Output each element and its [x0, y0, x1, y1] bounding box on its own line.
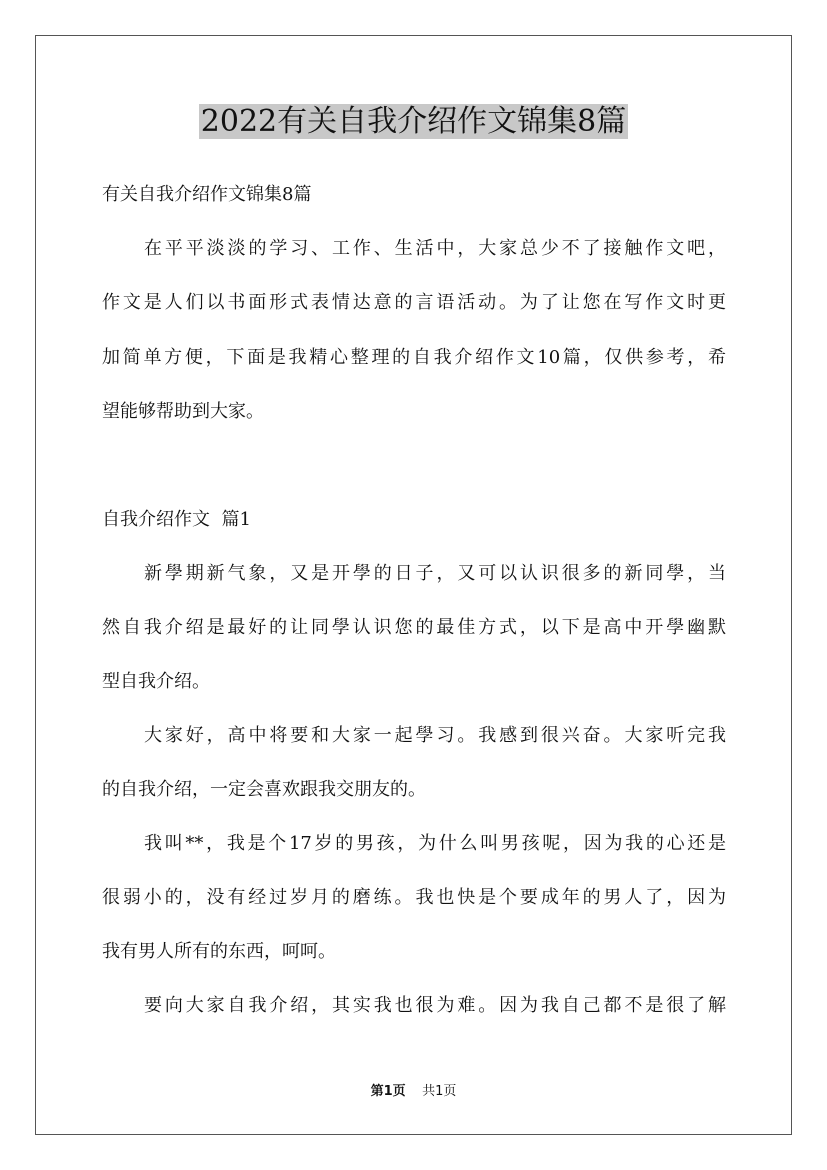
paragraph-line: 我有男人所有的东西，呵呵。: [102, 941, 336, 962]
page-total: 共1页: [422, 1084, 457, 1099]
paragraph-line: 然自我介绍是最好的让同學认识您的最佳方式，以下是高中开學幽默: [102, 617, 726, 638]
paragraph-line: 要向大家自我介绍，其实我也很为难。因为我自己都不是很了解: [144, 995, 726, 1016]
document-subtitle: 有关自我介绍作文锦集8篇: [102, 184, 312, 205]
document-title-text: 2022有关自我介绍作文锦集8篇: [200, 104, 627, 139]
paragraph-line: 型自我介绍。: [102, 671, 210, 692]
paragraph-line: 的自我介绍，一定会喜欢跟我交朋友的。: [102, 779, 426, 800]
paragraph-line: 大家好，高中将要和大家一起學习。我感到很兴奋。大家听完我: [144, 725, 726, 746]
page-footer: [0, 1083, 827, 1101]
section-heading: 自我介绍作文 篇1: [102, 509, 251, 530]
page-number: 第1页: [370, 1084, 406, 1099]
document-title: [0, 100, 827, 144]
intro-line: 在平平淡淡的学习、工作、生活中，大家总少不了接触作文吧，: [144, 238, 726, 259]
paragraph-line: 我叫**，我是个17岁的男孩，为什么叫男孩呢，因为我的心还是: [144, 833, 726, 854]
intro-line: 望能够帮助到大家。: [102, 401, 264, 422]
intro-line: 作文是人们以书面形式表情达意的言语活动。为了让您在写作文时更: [102, 292, 726, 313]
paragraph-line: 很弱小的，没有经过岁月的磨练。我也快是个要成年的男人了，因为: [102, 887, 726, 908]
intro-line: 加简单方便，下面是我精心整理的自我介绍作文10篇，仅供参考，希: [102, 347, 726, 368]
paragraph-line: 新學期新气象，又是开學的日子，又可以认识很多的新同學，当: [144, 563, 726, 584]
